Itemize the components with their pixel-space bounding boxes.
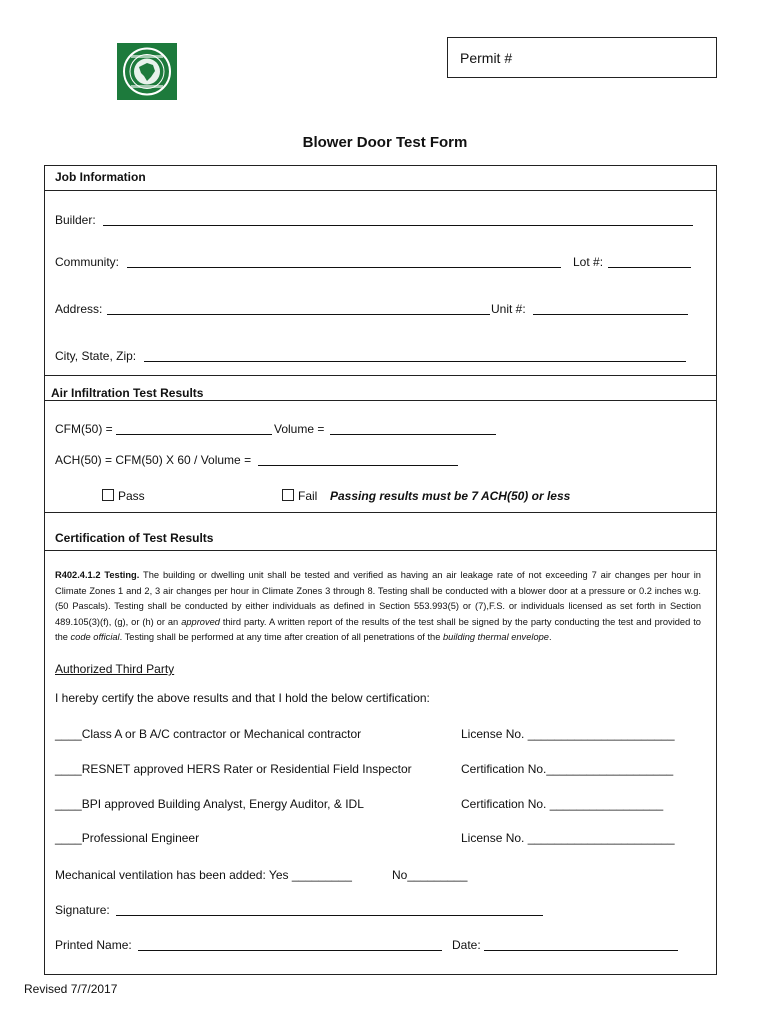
fail-label: Fail [298,489,318,503]
section-divider [44,375,717,376]
county-seal-logo [117,43,177,100]
cfm-label: CFM(50) = [55,422,113,436]
section-divider [44,550,717,551]
permit-label: Permit # [460,50,513,66]
certification-number-field[interactable]: Certification No.___________________ [461,762,674,776]
paragraph-text: The building or dwelling unit shall be tested and verified as having an air leakage rate of not exceeding 7 air changes per hour in Climate Zones 1 and 2, 3 air changes per hour in Climate Zones 3 through 8. Testing shall be conducted with a blower door at a pressure or 0.2 inches w.g. (50 Pascals). Testing shall be conducted by either individuals as defined in Section 553.993(5) or (7),F.S. or individuals licensed as set forth in Section 489.105(3)(f), (g), or (h) or an [55,570,701,627]
city-state-zip-label: City, State, Zip: [55,349,137,363]
paragraph-italic: code official [70,632,120,642]
lot-label: Lot #: [573,255,604,269]
paragraph-text: . Testing shall be performed at any time after creation of all penetrations of the [119,632,441,642]
paragraph-text: third party. A written report of the results of the test shall be signed by the party conducting the test and provided to the [55,616,701,642]
passing-note: Passing results must be 7 ACH(50) or less [330,489,571,503]
signature-field[interactable] [116,915,543,916]
option-resnet-hers-rater[interactable]: ____RESNET approved HERS Rater or Residential Field Inspector [55,762,412,776]
city-state-zip-field[interactable] [144,361,686,362]
authorized-third-party-heading: Authorized Third Party [55,662,175,676]
pass-option[interactable] [102,489,145,503]
builder-field[interactable] [103,225,693,226]
cfm-field[interactable] [116,434,272,435]
community-field[interactable] [127,267,561,268]
section-divider [44,512,717,513]
date-field[interactable] [484,950,678,951]
code-reference: R402.4.1.2 Testing. [55,570,140,580]
printed-name-field[interactable] [138,950,442,951]
paragraph-italic: building thermal envelope [443,632,549,642]
option-class-ab-contractor[interactable]: ____Class A or B A/C contractor or Mechanical contractor [55,727,362,741]
unit-field[interactable] [533,314,688,315]
volume-field[interactable] [330,434,496,435]
certification-heading: Certification of Test Results [55,531,214,545]
certification-number-field[interactable]: Certification No. _________________ [461,797,664,811]
paragraph-text: . [548,632,552,642]
fail-option[interactable] [282,489,317,503]
builder-label: Builder: [55,213,96,227]
ventilation-yes-field[interactable]: Mechanical ventilation has been added: Yes _________ [55,868,352,882]
air-test-heading: Air Infiltration Test Results [51,386,204,400]
revision-date: Revised 7/7/2017 [24,982,118,996]
unit-label: Unit #: [491,302,526,316]
testing-requirements-paragraph [55,568,701,646]
lot-field[interactable] [608,267,691,268]
option-professional-engineer[interactable]: ____Professional Engineer [55,831,200,845]
community-label: Community: [55,255,120,269]
printed-name-label: Printed Name: [55,938,132,952]
section-divider [44,400,717,401]
date-label: Date: [452,938,481,952]
ach-label: ACH(50) = CFM(50) X 60 / Volume = [55,453,252,467]
address-field[interactable] [107,314,490,315]
form-title: Blower Door Test Form [302,134,468,151]
ach-field[interactable] [258,465,458,466]
permit-number-box[interactable] [447,37,717,78]
volume-label: Volume = [274,422,325,436]
certify-statement: I hereby certify the above results and that I hold the below certification: [55,691,430,705]
ventilation-no-field[interactable]: No_________ [392,868,468,882]
option-bpi-analyst[interactable]: ____BPI approved Building Analyst, Energy Auditor, & IDL [55,797,364,811]
address-label: Address: [55,302,103,316]
section-divider [44,190,717,191]
license-number-field[interactable]: License No. ______________________ [461,831,675,845]
signature-label: Signature: [55,903,110,917]
job-info-heading: Job Information [55,170,146,184]
paragraph-italic: approved [181,616,220,627]
fail-checkbox[interactable] [282,489,294,501]
pass-label: Pass [118,489,145,503]
pass-checkbox[interactable] [102,489,114,501]
license-number-field[interactable]: License No. ______________________ [461,727,675,741]
